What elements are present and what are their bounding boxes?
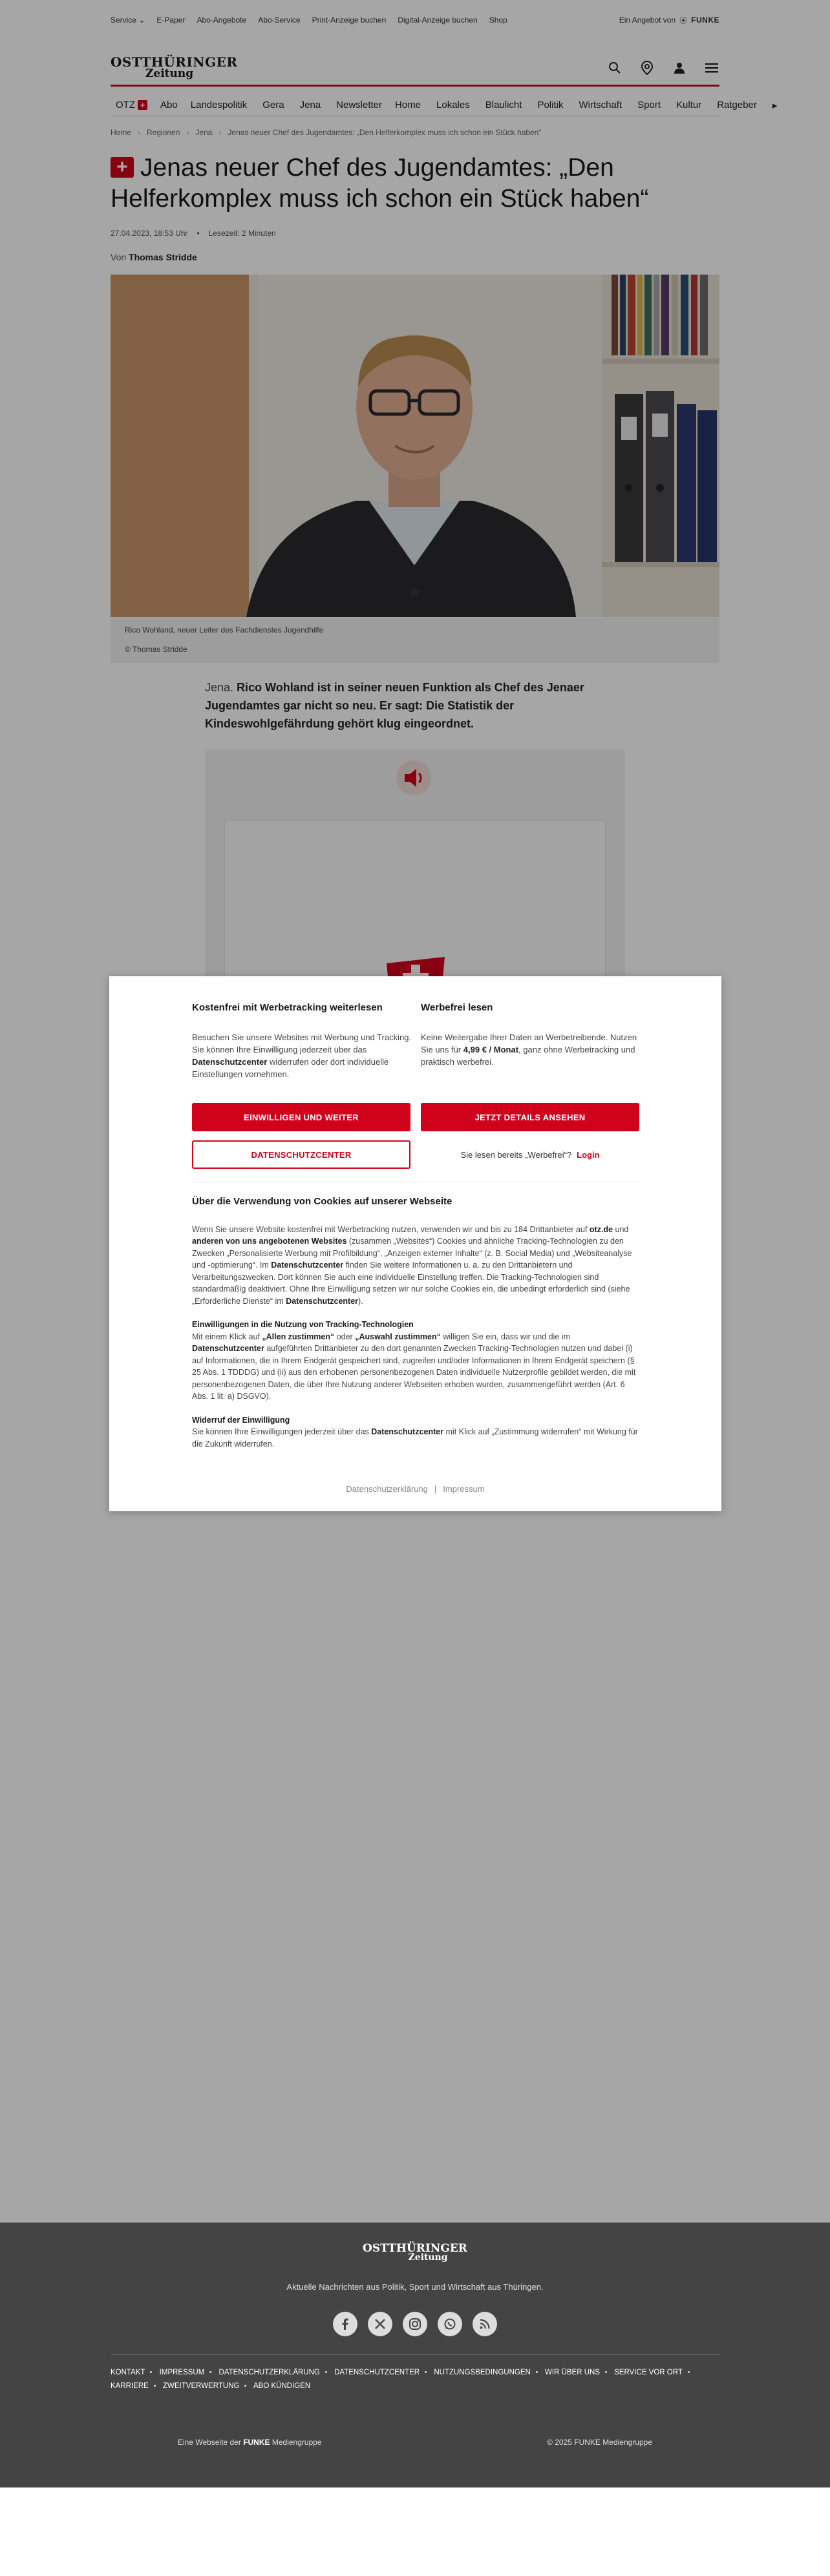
footer-link-separator bbox=[209, 2371, 211, 2373]
funke-logo-icon: ⦿ bbox=[679, 16, 688, 25]
footer-link-separator bbox=[150, 2371, 152, 2373]
cookie-info-title: Über die Verwendung von Cookies auf unserer Webseite bbox=[192, 1196, 452, 1207]
nav-item-newsletter[interactable]: Newsletter bbox=[336, 99, 383, 110]
footer-link-separator bbox=[325, 2371, 327, 2373]
site-logo[interactable]: OSTTHÜRINGER Zeitung bbox=[111, 54, 238, 80]
nav-item-abo[interactable]: Abo bbox=[160, 99, 178, 110]
instagram-icon[interactable] bbox=[403, 2312, 427, 2336]
footer-links bbox=[111, 2366, 719, 2393]
plus-icon: + bbox=[138, 100, 147, 110]
footer-bottom bbox=[178, 2438, 652, 2447]
service-menu[interactable]: Service ⌄ bbox=[111, 16, 145, 25]
revoke-heading: Widerruf der Einwilligung bbox=[192, 1415, 290, 1425]
article-date: 27.04.2023, 18:53 Uhr bbox=[111, 229, 188, 238]
author-link[interactable]: Thomas Stridde bbox=[129, 252, 197, 262]
article-author: Von Thomas Stridde bbox=[111, 252, 197, 262]
chevron-down-icon: ⌄ bbox=[138, 16, 145, 25]
footer-link-datenschutzcenter[interactable]: DATENSCHUTZCENTER bbox=[334, 2369, 420, 2376]
consent-dialog bbox=[109, 976, 721, 1511]
footer-link-separator bbox=[688, 2371, 690, 2373]
footer-tagline: Aktuelle Nachrichten aus Politik, Sport und Wirtschaft aus Thüringen. bbox=[286, 2282, 544, 2292]
breadcrumb-regionen[interactable]: Regionen bbox=[147, 128, 180, 137]
nav-item-wirtschaft[interactable]: Wirtschaft bbox=[579, 99, 622, 110]
service-link-abo-angebote[interactable]: Abo-Angebote bbox=[197, 16, 247, 25]
funke-offer[interactable]: Ein Angebot von ⦿ FUNKE bbox=[619, 16, 719, 25]
footer-link-separator bbox=[244, 2385, 246, 2387]
login-link[interactable]: Login bbox=[577, 1149, 600, 1160]
service-link-shop[interactable]: Shop bbox=[489, 16, 507, 25]
footer-link-separator bbox=[425, 2371, 427, 2373]
footer-logo[interactable]: OSTTHÜRINGER Zeitung bbox=[363, 2242, 467, 2263]
footer-link-service-vor-ort[interactable]: SERVICE VOR ORT bbox=[614, 2369, 683, 2376]
nav-scroll-right-icon[interactable]: ▸ bbox=[772, 99, 778, 111]
rss-icon[interactable] bbox=[473, 2312, 497, 2336]
revoke-paragraph: Sie können Ihre Einwilligungen jederzeit über das Datenschutzcenter mit Klick auf „Zustimmung widerrufen“ mit Wirkung für die Zukunft widerrufen. bbox=[192, 1427, 638, 1449]
footer-copyright: © 2025 FUNKE Mediengruppe bbox=[547, 2438, 652, 2447]
tracking-consent-paragraph: Mit einem Klick auf „Allen zustimmen“ oder „Auswahl zustimmen“ willigen Sie ein, dass wir und die im Datenschutzcenter aufgeführten Drittanbieter zu den dort genannten Zwecken Tracking-Technologien nutzen und dabei (i) auf Informationen, die in Ihrem Endgerät gespeichert sind, zugreifen und/oder Informationen in Ihrem Endgerät speichern (§ 25 Abs. 1 TDDDG) und (ii) aus den erhobenen personenbezogenen Daten individuelle Nutzerprofile gebildet werden, die mit personenbezogenen Daten, die über Ihre Nutzung anderer Webseiten erhoben wurden, zusammengeführt werden (Art. 6 Abs. 1 lit. a) DSGVO). bbox=[192, 1332, 636, 1401]
footer-site-note: Eine Webseite der FUNKE Mediengruppe bbox=[178, 2438, 322, 2447]
chevron-right-icon: › bbox=[186, 128, 189, 137]
breadcrumb-current: Jenas neuer Chef des Jugendamtes: „Den Helferkomplex muss ich schon ein Stück haben“ bbox=[228, 128, 542, 137]
nav-item-gera[interactable]: Gera bbox=[262, 99, 284, 110]
consent-footer bbox=[109, 1484, 721, 1494]
chevron-right-icon: › bbox=[138, 128, 141, 137]
nav-item-otz[interactable]: OTZ + bbox=[111, 99, 153, 110]
service-link-print-anzeige[interactable]: Print-Anzeige buchen bbox=[312, 16, 387, 25]
nav-item-home[interactable]: Home bbox=[395, 99, 421, 110]
chevron-right-icon: › bbox=[218, 128, 222, 137]
consent-adfree-title: Werbefrei lesen bbox=[421, 1002, 493, 1013]
footer-link-separator bbox=[154, 2385, 156, 2387]
accept-and-continue-button[interactable]: EINWILLIGEN UND WEITER bbox=[192, 1103, 410, 1131]
privacy-center-button[interactable]: DATENSCHUTZCENTER bbox=[192, 1140, 410, 1169]
consent-free-title: Kostenfrei mit Werbetracking weiterlesen bbox=[192, 1002, 383, 1013]
nav-item-blaulicht[interactable]: Blaulicht bbox=[485, 99, 522, 110]
nav-item-landespolitik[interactable]: Landespolitik bbox=[190, 99, 248, 110]
footer-link-nutzungsbedingungen[interactable]: NUTZUNGSBEDINGUNGEN bbox=[434, 2369, 531, 2376]
nav-item-lokales[interactable]: Lokales bbox=[436, 99, 470, 110]
site-footer bbox=[0, 2223, 830, 2487]
footer-link-kontakt[interactable]: KONTAKT bbox=[111, 2369, 145, 2376]
privacy-center-link[interactable]: Datenschutzcenter bbox=[286, 1296, 359, 1306]
footer-link-separator bbox=[605, 2371, 607, 2373]
article-lead: Jena. Rico Wohland ist in seiner neuen Funktion als Chef des Jenaer Jugendamtes gar nicht so neu. Er sagt: Die Statistik der Kindeswohlgefährdung gehört klug eingeordnet. bbox=[205, 681, 584, 730]
consent-free-text: Besuchen Sie unsere Websites mit Werbung und Tracking. Sie können Ihre Einwilligung jederzeit über das Datenschutzcenter widerrufen oder dort individuelle Einstellungen vornehmen. bbox=[192, 1032, 412, 1079]
social-links bbox=[0, 2312, 830, 2336]
meta-separator: • bbox=[197, 229, 200, 238]
x-icon[interactable] bbox=[368, 2312, 392, 2336]
footer-link-abo-kuendigen[interactable]: ABO KÜNDIGEN bbox=[253, 2382, 311, 2390]
whatsapp-icon[interactable] bbox=[438, 2312, 462, 2336]
tracking-consent-heading: Einwilligungen in die Nutzung von Tracking-Technologien bbox=[192, 1320, 414, 1329]
already-subscriber-line: Sie lesen bereits „Werbefrei“? Login bbox=[460, 1149, 600, 1160]
service-link-epaper[interactable]: E-Paper bbox=[156, 16, 186, 25]
privacy-center-link[interactable]: Datenschutzcenter bbox=[192, 1057, 268, 1067]
privacy-center-link[interactable]: Datenschutzcenter bbox=[271, 1261, 344, 1270]
consent-adfree-text: Keine Weitergabe Ihrer Daten an Werbetreibende. Nutzen Sie uns für 4,99 € / Monat, ganz ohne Werbetracking und praktisch werbefrei. bbox=[421, 1032, 637, 1067]
nav-item-jena[interactable]: Jena bbox=[299, 99, 321, 110]
plus-icon: + bbox=[111, 157, 134, 178]
privacy-policy-link[interactable]: Datenschutzerklärung bbox=[346, 1484, 428, 1494]
footer-link-wir-ueber-uns[interactable]: WIR ÜBER UNS bbox=[545, 2369, 601, 2376]
adfree-price: 4,99 € / Monat bbox=[463, 1045, 519, 1054]
article-headline: + Jenas neuer Chef des Jugendamtes: „Den Helferkomplex muss ich schon ein Stück haben“ bbox=[111, 154, 649, 213]
nav-item-sport[interactable]: Sport bbox=[637, 99, 661, 110]
footer-link-karriere[interactable]: KARRIERE bbox=[111, 2382, 149, 2390]
breadcrumb-home[interactable]: Home bbox=[111, 128, 132, 137]
service-link-abo-service[interactable]: Abo-Service bbox=[258, 16, 301, 25]
image-caption: Rico Wohland, neuer Leiter des Fachdienstes Jugendhilfe © Thomas Stridde bbox=[111, 618, 719, 663]
imprint-link[interactable]: Impressum bbox=[443, 1484, 485, 1494]
footer-link-separator bbox=[536, 2371, 538, 2373]
cookie-info-paragraph: Wenn Sie unsere Website kostenfrei mit Werbetracking nutzen, verwenden wir und bis zu 184 Drittanbieter auf otz.de und anderen von uns angebotenen Websites (zusammen „Websites“) Cookies und ähnliche Tracking-Technologien zu den Zwecken „Personalisierte Werbung mit Profilbildung“, „Anzeigen externer Inhalte“ (z. B. Social Media) und „Websiteanalyse und -optimierung“. Im Datenschutzcenter finden Sie weitere Informationen u. a. zu den Drittanbietern und Verarbeitungszwecken. Dort können Sie auch eine individuelle Einstellung treffen. Die Tracking-Technologien sind standardmäßig deaktiviert. Ohne Ihre Einwilligung setzen wir nur solche Cookies ein, die unbedingt erforderlich sind (siehe „Erforderliche Dienste“ im Datenschutzcenter). bbox=[192, 1224, 632, 1306]
footer-link-impressum[interactable]: IMPRESSUM bbox=[159, 2369, 205, 2376]
privacy-center-link[interactable]: Datenschutzcenter bbox=[192, 1344, 264, 1353]
footer-link-datenschutzerklaerung[interactable]: DATENSCHUTZERKLÄRUNG bbox=[218, 2369, 320, 2376]
privacy-center-link[interactable]: Datenschutzcenter bbox=[371, 1427, 444, 1436]
cookie-info bbox=[192, 1196, 639, 1450]
footer-link-zweitverwertung[interactable]: ZWEITVERWERTUNG bbox=[163, 2382, 240, 2390]
service-link-digital-anzeige[interactable]: Digital-Anzeige buchen bbox=[398, 16, 478, 25]
breadcrumb-jena[interactable]: Jena bbox=[195, 128, 213, 137]
nav-item-politik[interactable]: Politik bbox=[537, 99, 564, 110]
footer-separator: | bbox=[434, 1484, 437, 1494]
nav-item-kultur[interactable]: Kultur bbox=[676, 99, 702, 110]
facebook-icon[interactable] bbox=[333, 2312, 357, 2336]
view-details-button[interactable]: JETZT DETAILS ANSEHEN bbox=[421, 1103, 639, 1131]
consent-adfree-column bbox=[421, 1002, 641, 1068]
consent-free-column bbox=[192, 1002, 412, 1080]
nav-item-ratgeber[interactable]: Ratgeber bbox=[717, 99, 757, 110]
footer-divider bbox=[111, 2354, 719, 2355]
reading-time: Lesezeit: 2 Minuten bbox=[208, 229, 276, 238]
